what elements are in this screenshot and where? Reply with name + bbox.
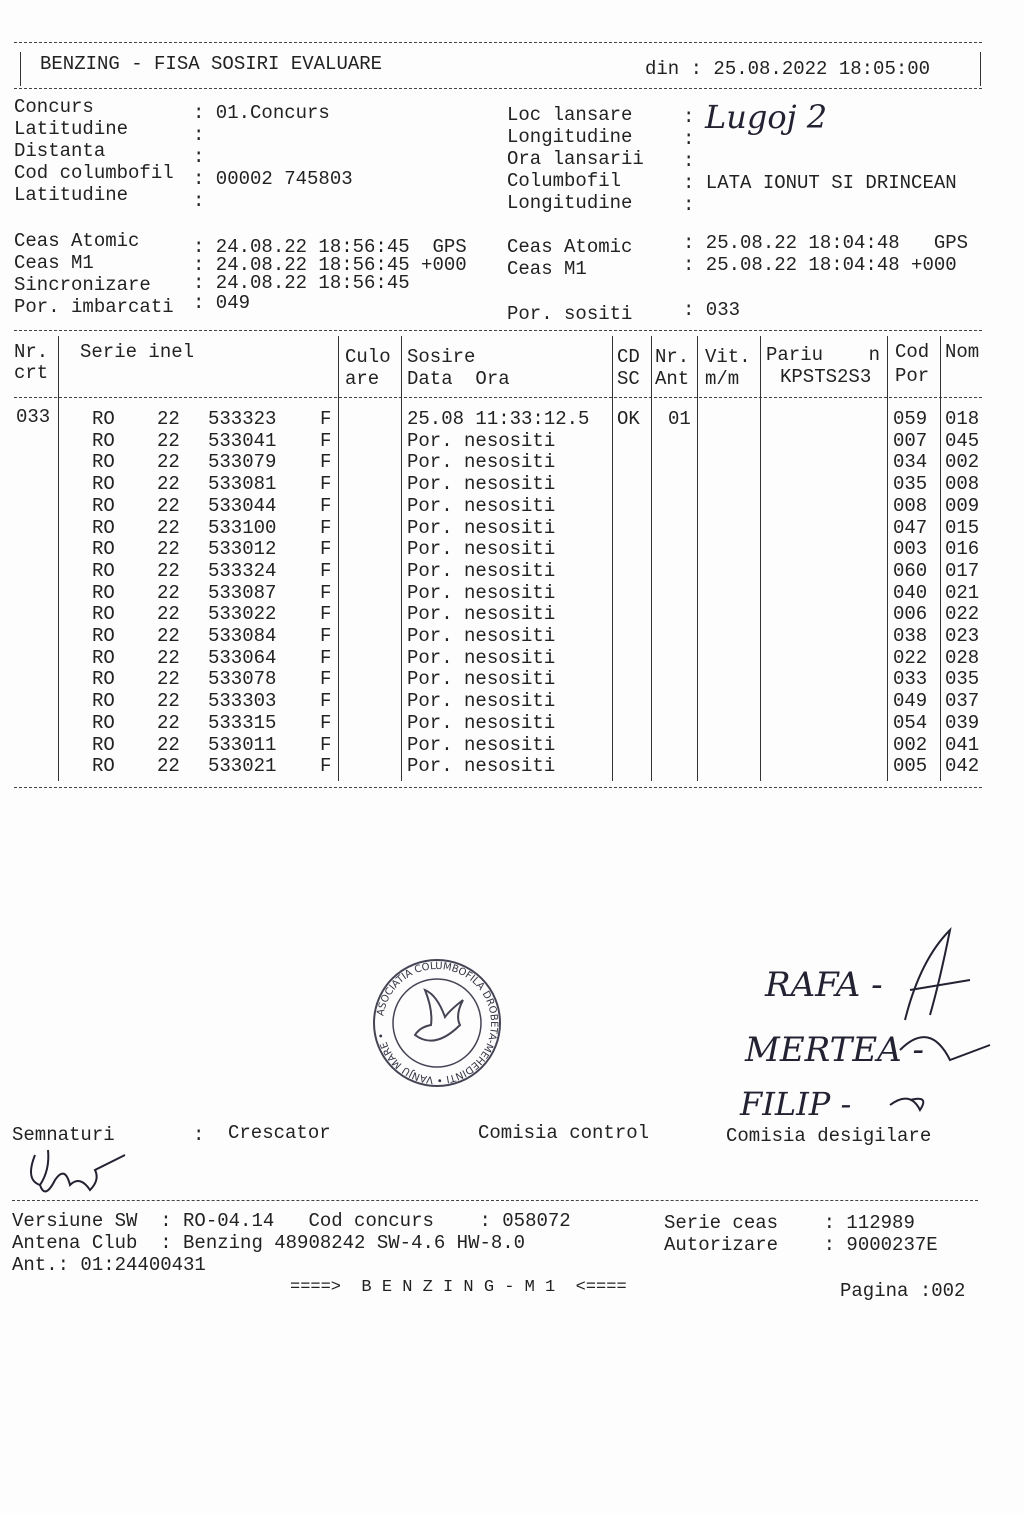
clock-value: : 049 bbox=[193, 292, 251, 314]
cell-sex: F bbox=[320, 516, 332, 539]
info-label: Latitudine bbox=[14, 118, 129, 140]
cell-cod: 007 bbox=[893, 429, 928, 452]
footer-brand: ====> B E N Z I N G - M 1 <==== bbox=[290, 1278, 627, 1297]
column-header-pariu: Pariu n bbox=[766, 344, 881, 366]
cell-ring: 533044 bbox=[208, 494, 277, 517]
cell-sosire: Por. nesositi bbox=[407, 516, 556, 539]
info-label: Latitudine bbox=[14, 184, 129, 206]
column-divider bbox=[760, 336, 761, 781]
cell-cod: 040 bbox=[893, 581, 928, 604]
cell-sex: F bbox=[320, 581, 332, 604]
cell-sosire: 25.08 11:33:12.5 bbox=[407, 408, 590, 430]
column-header-sosire: Sosire bbox=[407, 346, 476, 368]
info-value: : bbox=[683, 150, 695, 172]
footer-serie-ceas: Serie ceas : 112989 bbox=[664, 1212, 915, 1234]
cell-y: 22 bbox=[157, 429, 180, 452]
clock-value: : 24.08.22 18:56:45 bbox=[193, 272, 410, 294]
cell-sosire: Por. nesositi bbox=[407, 451, 556, 474]
info-value: : bbox=[193, 124, 205, 146]
clock-value: : 25.08.22 18:04:48 GPS bbox=[683, 232, 969, 254]
cell-ring: 533100 bbox=[208, 516, 277, 539]
cell-y: 22 bbox=[157, 581, 180, 604]
info-label: Longitudine bbox=[507, 126, 633, 148]
info-value: : bbox=[193, 146, 205, 168]
divider bbox=[14, 42, 982, 43]
cell-y: 22 bbox=[157, 625, 180, 647]
cell-cod: 035 bbox=[893, 473, 928, 496]
cell-y: 22 bbox=[157, 668, 180, 691]
signature-name: MERTEA - bbox=[745, 1030, 924, 1070]
cell-nom: 037 bbox=[945, 690, 980, 713]
cell-nom: 028 bbox=[945, 646, 980, 669]
signatures-label: Semnaturi bbox=[12, 1124, 115, 1146]
cell-ring: 533064 bbox=[208, 646, 277, 669]
document-title: BENZING - FISA SOSIRI EVALUARE bbox=[40, 53, 383, 75]
column-header-nom: Nom bbox=[945, 341, 980, 363]
cell-cod: 033 bbox=[893, 668, 928, 691]
clock-label: Sincronizare bbox=[14, 274, 151, 296]
column-divider bbox=[651, 336, 652, 781]
cell-ring: 533084 bbox=[208, 625, 277, 647]
column-divider bbox=[887, 336, 888, 781]
cell-c: RO bbox=[92, 646, 115, 669]
cell-cod: 047 bbox=[893, 516, 928, 539]
cell-y: 22 bbox=[157, 559, 180, 582]
cell-c: RO bbox=[92, 473, 115, 496]
cell-nom: 008 bbox=[945, 473, 980, 496]
club-stamp bbox=[365, 955, 510, 1095]
column-divider bbox=[697, 336, 698, 781]
cell-ring: 533315 bbox=[208, 711, 277, 734]
info-value: : bbox=[193, 190, 205, 212]
info-label: Ora lansarii bbox=[507, 148, 644, 170]
info-label: Concurs bbox=[14, 96, 94, 118]
cell-ring: 533041 bbox=[208, 429, 277, 452]
cell-sex: F bbox=[320, 603, 332, 626]
info-label: Cod columbofil bbox=[14, 162, 174, 184]
clock-value: : 033 bbox=[683, 299, 741, 321]
info-value: : 01.Concurs bbox=[193, 102, 330, 124]
cell-cod: 038 bbox=[893, 625, 928, 647]
cell-y: 22 bbox=[157, 451, 180, 474]
cell-nom: 045 bbox=[945, 429, 980, 452]
column-header-vit: Vit. bbox=[705, 346, 751, 368]
cell-nom: 021 bbox=[945, 581, 980, 604]
clock-label: Por. sositi bbox=[507, 303, 633, 325]
cell-y: 22 bbox=[157, 538, 180, 561]
cell-sosire: Por. nesositi bbox=[407, 755, 556, 778]
info-label: Distanta bbox=[14, 140, 106, 162]
cell-cod: 054 bbox=[893, 711, 928, 734]
cell-c: RO bbox=[92, 603, 115, 626]
cell-y: 22 bbox=[157, 603, 180, 626]
crescator-label: Crescator bbox=[228, 1122, 331, 1144]
cell-nom: 039 bbox=[945, 711, 980, 734]
cell-sosire: Por. nesositi bbox=[407, 625, 556, 647]
column-header-serie: Serie inel bbox=[80, 341, 195, 363]
info-value: : 00002 745803 bbox=[193, 168, 353, 190]
cell-nom: 018 bbox=[945, 408, 980, 430]
cell-cod: 060 bbox=[893, 559, 928, 582]
cell-sex: F bbox=[320, 668, 332, 691]
cell-sex: F bbox=[320, 711, 332, 734]
column-header-are: are bbox=[345, 368, 380, 390]
signature-name: FILIP - bbox=[740, 1085, 852, 1123]
column-header-culo: Culo bbox=[345, 346, 391, 368]
cell-cod: 008 bbox=[893, 494, 928, 517]
cell-c: RO bbox=[92, 451, 115, 474]
cell-sosire: Por. nesositi bbox=[407, 603, 556, 626]
clock-label: Ceas Atomic bbox=[507, 236, 633, 258]
cell-y: 22 bbox=[157, 690, 180, 713]
cell-sex: F bbox=[320, 625, 332, 647]
info-value: : bbox=[683, 106, 695, 128]
cell-sosire: Por. nesositi bbox=[407, 690, 556, 713]
cell-c: RO bbox=[92, 429, 115, 452]
cell-y: 22 bbox=[157, 516, 180, 539]
cell-nom: 016 bbox=[945, 538, 980, 561]
cell-sex: F bbox=[320, 451, 332, 474]
divider bbox=[12, 1200, 978, 1201]
cell-ring: 533011 bbox=[208, 733, 277, 756]
cell-ring: 533079 bbox=[208, 451, 277, 474]
cell-sex: F bbox=[320, 733, 332, 756]
cell-y: 22 bbox=[157, 711, 180, 734]
info-value: : bbox=[683, 194, 695, 216]
comisia-control-label: Comisia control bbox=[478, 1122, 650, 1144]
divider bbox=[20, 52, 21, 86]
cell-nom: 015 bbox=[945, 516, 980, 539]
signature-name: RAFA - bbox=[765, 965, 883, 1005]
cell-ring: 533078 bbox=[208, 668, 277, 691]
cell-ring: 533303 bbox=[208, 690, 277, 713]
divider bbox=[14, 330, 982, 331]
cell-c: RO bbox=[92, 516, 115, 539]
cell-sex: F bbox=[320, 494, 332, 517]
footer-versiune: Versiune SW : RO-04.14 Cod concurs : 058072 bbox=[12, 1210, 571, 1232]
cell-cod: 049 bbox=[893, 690, 928, 713]
cell-cod: 006 bbox=[893, 603, 928, 626]
signatures-colon: : bbox=[193, 1124, 205, 1146]
cell-sex: F bbox=[320, 646, 332, 669]
column-header-crt: crt bbox=[14, 362, 49, 384]
cell-y: 22 bbox=[157, 494, 180, 517]
footer-antena: Antena Club : Benzing 48908242 SW-4.6 HW-8.0 bbox=[12, 1232, 526, 1254]
cell-c: RO bbox=[92, 538, 115, 561]
cell-c: RO bbox=[92, 625, 115, 647]
cell-c: RO bbox=[92, 755, 115, 778]
divider bbox=[14, 88, 982, 89]
cell-sex: F bbox=[320, 755, 332, 778]
column-header-data_ora: Data Ora bbox=[407, 368, 510, 390]
cell-sex: F bbox=[320, 408, 332, 430]
clock-value: : 24.08.22 18:56:45 GPS bbox=[193, 236, 467, 258]
cell-sosire: Por. nesositi bbox=[407, 646, 556, 669]
column-header-cd: CD bbox=[617, 346, 640, 368]
column-divider bbox=[940, 336, 941, 781]
cell-sosire: Por. nesositi bbox=[407, 429, 556, 452]
cell-c: RO bbox=[92, 408, 115, 430]
cell-sosire: Por. nesositi bbox=[407, 538, 556, 561]
cell-nom: 002 bbox=[945, 451, 980, 474]
cell-c: RO bbox=[92, 690, 115, 713]
footer-ant: Ant.: 01:24400431 bbox=[12, 1254, 206, 1276]
cell-y: 22 bbox=[157, 646, 180, 669]
cell-c: RO bbox=[92, 711, 115, 734]
cell-cod: 002 bbox=[893, 733, 928, 756]
cell-ring: 533081 bbox=[208, 473, 277, 496]
cell-ant: 01 bbox=[668, 408, 691, 430]
cell-c: RO bbox=[92, 668, 115, 691]
column-divider bbox=[338, 336, 339, 781]
column-header-kpsts: KPSTS2S3 bbox=[780, 366, 872, 388]
cell-y: 22 bbox=[157, 755, 180, 778]
clock-label: Por. imbarcati bbox=[14, 296, 174, 318]
info-label: Columbofil bbox=[507, 170, 622, 192]
column-header-sc: SC bbox=[617, 368, 640, 390]
crescator-signature bbox=[20, 1140, 130, 1205]
cell-sosire: Por. nesositi bbox=[407, 733, 556, 756]
cell-sex: F bbox=[320, 429, 332, 452]
cell-c: RO bbox=[92, 733, 115, 756]
cell-nom: 017 bbox=[945, 559, 980, 582]
divider bbox=[14, 787, 982, 788]
column-header-nr: Nr. bbox=[14, 341, 49, 363]
cell-c: RO bbox=[92, 559, 115, 582]
comisia-desigilare-label: Comisia desigilare bbox=[726, 1125, 932, 1147]
cell-nom: 023 bbox=[945, 625, 980, 647]
cell-sosire: Por. nesositi bbox=[407, 494, 556, 517]
clock-label: Ceas M1 bbox=[14, 252, 94, 274]
cell-ring: 533087 bbox=[208, 581, 277, 604]
svg-text:ASOCIATIA COLUMBOFILA DROBETA-: ASOCIATIA COLUMBOFILA DROBETA-MEHEDINTI • VANJU MARE • bbox=[375, 960, 500, 1086]
column-header-nr_ant: Nr. bbox=[655, 346, 690, 368]
column-header-cod: Cod bbox=[895, 341, 930, 363]
signature-scribbles bbox=[880, 920, 1010, 1120]
cell-sex: F bbox=[320, 538, 332, 561]
info-value: : bbox=[683, 128, 695, 150]
clock-value: : 24.08.22 18:56:45 +000 bbox=[193, 254, 467, 276]
cell-cod: 005 bbox=[893, 755, 928, 778]
nr-crt-value: 033 bbox=[16, 406, 51, 428]
column-divider bbox=[401, 336, 402, 781]
document-date: din : 25.08.2022 18:05:00 bbox=[645, 58, 931, 80]
column-header-mm: m/m bbox=[705, 368, 740, 390]
column-header-ant: Ant bbox=[655, 368, 690, 390]
cell-nom: 022 bbox=[945, 603, 980, 626]
cell-sosire: Por. nesositi bbox=[407, 668, 556, 691]
cell-sex: F bbox=[320, 559, 332, 582]
cell-sosire: Por. nesositi bbox=[407, 711, 556, 734]
info-label: Loc lansare bbox=[507, 104, 633, 126]
cell-nom: 035 bbox=[945, 668, 980, 691]
cell-sosire: Por. nesositi bbox=[407, 559, 556, 582]
handwritten-loc-lansare: Lugoj 2 bbox=[705, 98, 828, 136]
divider bbox=[14, 397, 982, 398]
dove-icon bbox=[415, 990, 463, 1041]
footer-pagina: Pagina :002 bbox=[840, 1280, 966, 1302]
cell-cod: 059 bbox=[893, 408, 928, 430]
cell-cod: 022 bbox=[893, 646, 928, 669]
cell-cod: 034 bbox=[893, 451, 928, 474]
cell-nom: 041 bbox=[945, 733, 980, 756]
column-divider bbox=[612, 336, 613, 781]
cell-y: 22 bbox=[157, 473, 180, 496]
cell-nom: 009 bbox=[945, 494, 980, 517]
clock-label: Ceas Atomic bbox=[14, 230, 140, 252]
cell-c: RO bbox=[92, 494, 115, 517]
cell-nom: 042 bbox=[945, 755, 980, 778]
cell-ring: 533022 bbox=[208, 603, 277, 626]
cell-cod: 003 bbox=[893, 538, 928, 561]
clock-label: Ceas M1 bbox=[507, 258, 587, 280]
cell-sosire: Por. nesositi bbox=[407, 581, 556, 604]
info-value: : LATA IONUT SI DRINCEAN bbox=[683, 172, 957, 194]
cell-sex: F bbox=[320, 690, 332, 713]
footer-autorizare: Autorizare : 9000237E bbox=[664, 1234, 938, 1256]
cell-y: 22 bbox=[157, 408, 180, 430]
cell-ring: 533324 bbox=[208, 559, 277, 582]
column-divider bbox=[58, 336, 59, 781]
clock-value: : 25.08.22 18:04:48 +000 bbox=[683, 254, 957, 276]
cell-sosire: Por. nesositi bbox=[407, 473, 556, 496]
divider bbox=[980, 52, 981, 86]
cell-c: RO bbox=[92, 581, 115, 604]
cell-ring: 533012 bbox=[208, 538, 277, 561]
cell-ring: 533323 bbox=[208, 408, 277, 430]
cell-y: 22 bbox=[157, 733, 180, 756]
cell-ring: 533021 bbox=[208, 755, 277, 778]
cell-sex: F bbox=[320, 473, 332, 496]
cell-cd: OK bbox=[617, 408, 640, 430]
info-label: Longitudine bbox=[507, 192, 633, 214]
column-header-por: Por bbox=[895, 365, 930, 387]
